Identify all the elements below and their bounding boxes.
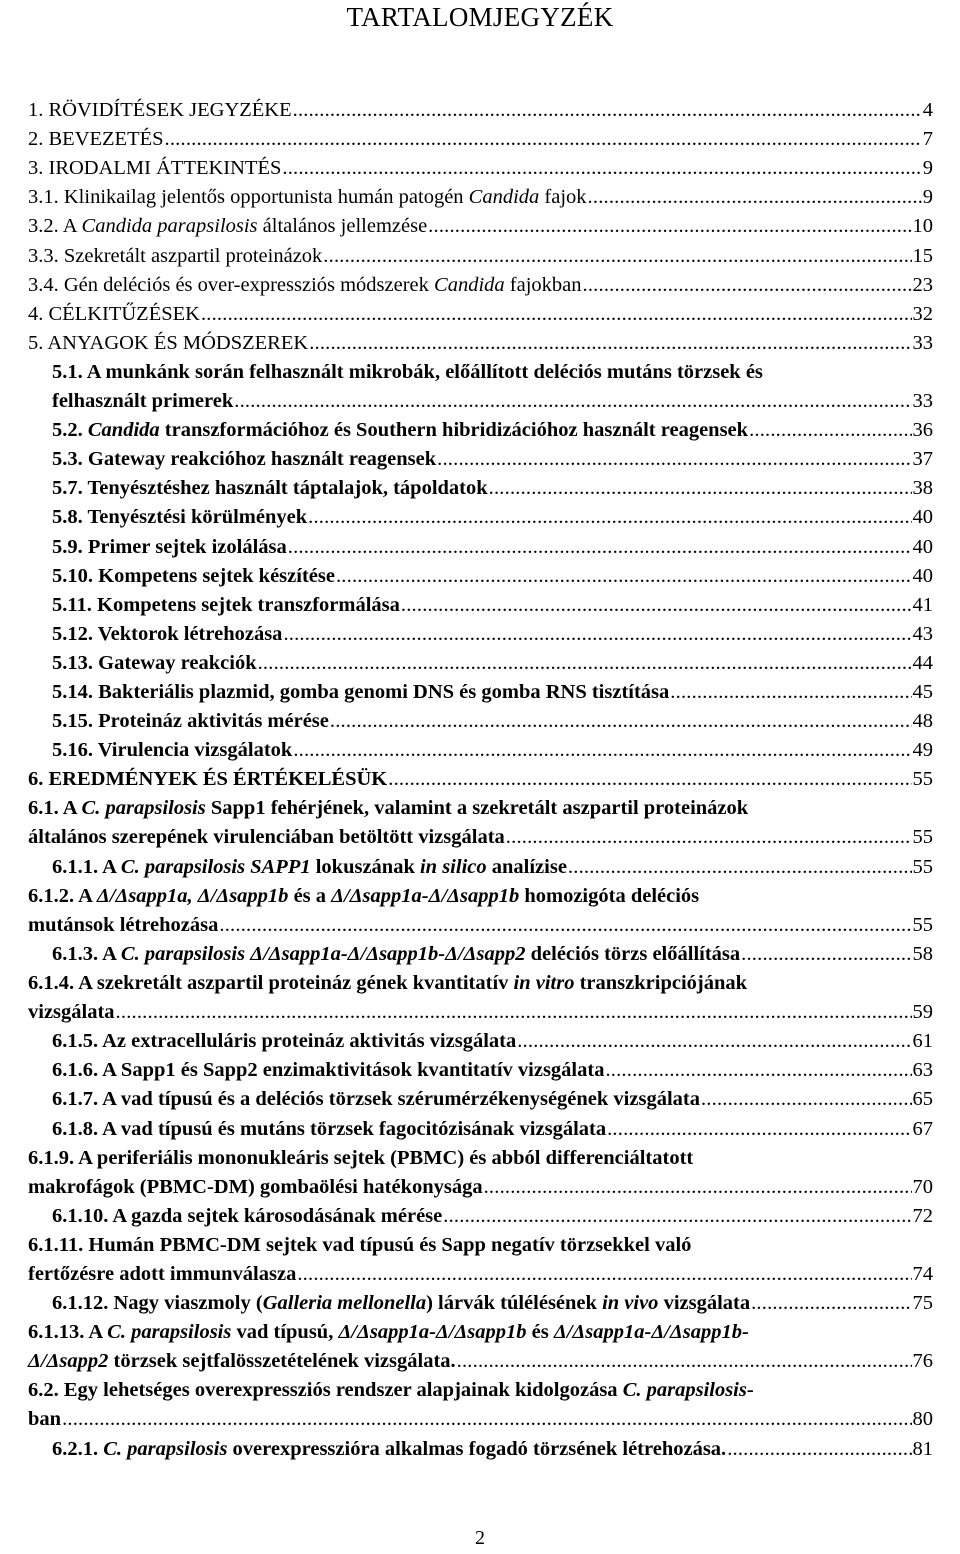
toc-page-number: 9	[922, 157, 933, 180]
dot-leader	[288, 533, 912, 562]
entry-text-segment: 6.1.8. A vad típusú és mutáns törzsek fagocitózisának vizsgálata	[52, 1117, 607, 1140]
toc-entry[interactable]	[52, 1289, 933, 1318]
dot-leader	[283, 620, 911, 649]
toc-page-number: 32	[912, 302, 933, 325]
toc-entry-title	[28, 212, 427, 241]
toc-entry[interactable]	[52, 1115, 933, 1144]
dot-leader	[489, 474, 912, 503]
entry-text-segment: 6.1.12. Nagy viaszmoly (	[52, 1292, 263, 1315]
entry-text-segment: Galleria mellonella	[262, 1292, 427, 1315]
toc-entry[interactable]	[28, 1318, 933, 1376]
toc-entry[interactable]	[52, 1202, 933, 1231]
entry-text-segment: fertőzésre adott immunválasza	[28, 1262, 297, 1285]
toc-entry-title	[52, 1289, 750, 1318]
entry-text-segment: 6. EREDMÉNYEK ÉS ÉRTÉKELÉSÜK	[28, 768, 388, 791]
dot-leader	[308, 503, 911, 532]
entry-text-segment: deléciós törzs előállítása	[525, 942, 741, 965]
toc-page-number: 55	[912, 768, 933, 791]
toc-entry[interactable]	[52, 853, 933, 882]
entry-text-segment: overexpresszióra alkalmas fogadó törzsének létrehozása.	[227, 1437, 727, 1460]
entry-text-segment: homozigóta deléciós	[519, 884, 700, 907]
toc-page-number: 41	[912, 593, 933, 616]
entry-text-segment: 5.3. Gateway reakcióhoz használt reagensek	[52, 448, 437, 471]
toc-page-number: 55	[912, 855, 933, 878]
toc-entry[interactable]	[52, 707, 933, 736]
entry-text-segment: C. parapsilosis	[103, 1437, 228, 1460]
entry-text-segment: és	[526, 1321, 554, 1344]
toc-entry-row	[52, 445, 933, 474]
entry-text-segment: 5.13. Gateway reakciók	[52, 651, 257, 674]
entry-text-segment: 5.10. Kompetens sejtek készítése	[52, 564, 335, 587]
toc-entry-first-line	[28, 1318, 933, 1347]
toc-page-number: 40	[912, 564, 933, 587]
entry-text-segment: 3. IRODALMI ÁTTEKINTÉS	[28, 157, 282, 180]
toc-entry-title	[52, 678, 669, 707]
entry-text-segment: Sapp1 fehérjének, valamint a szekretált aszpartil proteinázok	[205, 797, 749, 820]
toc-entry-row	[52, 649, 933, 678]
toc-entry-title	[28, 125, 164, 154]
entry-text-segment: általános szerepének virulenciában betöltött vizsgálata	[28, 826, 505, 849]
dot-leader	[293, 736, 911, 765]
toc-entry[interactable]	[52, 445, 933, 474]
toc-entry[interactable]	[52, 474, 933, 503]
entry-text-segment: 6.1.5. Az extracelluláris proteináz aktivitás vizsgálata	[52, 1030, 517, 1053]
dot-leader	[727, 1435, 911, 1464]
dot-leader	[330, 707, 912, 736]
toc-entry-title	[52, 940, 740, 969]
toc-entry-title	[28, 823, 505, 852]
toc-entry-title	[52, 1202, 442, 1231]
toc-entry-row	[28, 1405, 933, 1434]
toc-entry[interactable]	[28, 765, 933, 794]
toc-entry-title	[52, 474, 488, 503]
toc-entry-title	[52, 853, 567, 882]
toc-entry[interactable]	[52, 940, 933, 969]
toc-page-number: 67	[912, 1117, 933, 1140]
dot-leader	[428, 212, 911, 241]
dot-leader	[234, 387, 911, 416]
entry-text-segment: 6.1.11. Humán PBMC-DM sejtek vad típusú és Sapp negatív törzsekkel való	[28, 1233, 692, 1256]
entry-text-segment: 6.1.13. A	[28, 1321, 108, 1344]
toc-page-number: 49	[912, 739, 933, 762]
toc-entry-first-line	[28, 1144, 933, 1173]
entry-text-segment: 5.11. Kompetens sejtek transzformálása	[52, 593, 400, 616]
toc-page-number: 55	[912, 826, 933, 849]
toc-entry[interactable]	[28, 882, 933, 940]
entry-text-segment: mutánsok létrehozása	[28, 913, 219, 936]
entry-text-segment: 3.1. Klinikailag jelentős opportunista humán patogén	[28, 186, 469, 209]
toc-entry-title	[28, 300, 200, 329]
toc-entry-title	[52, 1115, 606, 1144]
entry-text-segment: Δ/Δsapp1a, Δ/Δsapp1b	[96, 884, 289, 907]
toc-entry-row	[28, 823, 933, 852]
entry-text-segment: parapsilosis	[100, 797, 206, 820]
dot-leader	[62, 1405, 911, 1434]
entry-text-segment: 5. ANYAGOK ÉS MÓDSZEREK	[28, 331, 309, 354]
toc-entry-row	[52, 1435, 933, 1464]
toc-entry-row	[52, 416, 933, 445]
toc-entry-title	[52, 1056, 604, 1085]
toc-entry-first-line	[52, 358, 933, 387]
toc-entry[interactable]	[28, 1231, 933, 1289]
dot-leader	[437, 445, 911, 474]
toc-entry-row	[52, 1289, 933, 1318]
entry-text-segment: 5.9. Primer sejtek izolálása	[52, 535, 287, 558]
toc-page-number: 81	[912, 1437, 933, 1460]
entry-text-segment: fajokban	[504, 273, 582, 296]
toc-page-number: 65	[912, 1088, 933, 1111]
entry-text-segment: ban	[28, 1408, 62, 1431]
toc-page-number: 63	[912, 1059, 933, 1082]
entry-text-segment: 2. BEVEZETÉS	[28, 128, 164, 151]
toc-entry[interactable]	[52, 416, 933, 445]
toc-entry-row	[52, 1027, 933, 1056]
toc-page-number: 44	[912, 651, 933, 674]
toc-entry[interactable]	[28, 125, 933, 154]
entry-text-segment: analízise	[486, 855, 567, 878]
toc-entry-row	[52, 1085, 933, 1114]
toc-entry[interactable]	[28, 271, 933, 300]
dot-leader	[588, 183, 922, 212]
toc-page-number: 61	[912, 1030, 933, 1053]
entry-text-segment: C. parapsilosis	[107, 1321, 232, 1344]
toc-entry-title	[52, 1027, 516, 1056]
dot-leader	[741, 940, 911, 969]
dot-leader	[116, 998, 912, 1027]
dot-leader	[751, 1289, 911, 1318]
toc-entry-row	[28, 329, 933, 358]
toc-page-number: 10	[912, 215, 933, 238]
toc-entry[interactable]	[28, 1144, 933, 1202]
entry-text-segment: in vitro	[513, 972, 575, 994]
toc-entry-row	[28, 1260, 933, 1289]
entry-text-segment: C.	[81, 797, 101, 820]
toc-entry-row	[52, 853, 933, 882]
toc-page-number: 58	[912, 942, 933, 965]
dot-leader	[336, 562, 912, 591]
toc-entry-row	[52, 707, 933, 736]
toc-page-number: 43	[912, 622, 933, 645]
dot-leader	[605, 1056, 911, 1085]
toc-entry-row	[52, 591, 933, 620]
dot-leader	[401, 591, 912, 620]
toc-entry-row	[28, 242, 933, 271]
toc-entry-row	[52, 533, 933, 562]
dot-leader	[258, 649, 912, 678]
toc-entry[interactable]	[28, 242, 933, 271]
entry-text-segment: 5.7. Tenyésztéshez használt táptalajok, tápoldatok	[52, 477, 488, 500]
toc-page-number: 74	[912, 1262, 933, 1285]
page-title: TARTALOMJEGYZÉK	[346, 2, 614, 32]
table-of-contents	[0, 96, 960, 1496]
toc-page-number: 55	[912, 913, 933, 936]
entry-text-segment: 4. CÉLKITŰZÉSEK	[28, 302, 200, 325]
toc-entry[interactable]	[28, 212, 933, 241]
toc-page-number: 33	[912, 331, 933, 354]
entry-text-segment: vizsgálata	[28, 1001, 115, 1023]
toc-page-number: 76	[912, 1350, 933, 1373]
toc-entry-first-line	[28, 1376, 933, 1405]
entry-text-segment: Candida	[468, 186, 540, 209]
dot-leader	[282, 154, 921, 183]
toc-page-number: 9	[922, 186, 933, 209]
toc-entry-first-line	[28, 882, 933, 911]
toc-entry-title	[28, 998, 115, 1027]
toc-entry-row	[52, 474, 933, 503]
entry-text-segment: Δ/Δsapp1a-Δ/Δsapp1b	[338, 1321, 527, 1344]
toc-entry-row	[52, 1056, 933, 1085]
toc-page-number: 70	[912, 1175, 933, 1198]
entry-text-segment: 6.1.1. A	[52, 855, 121, 878]
toc-entry[interactable]	[52, 736, 933, 765]
toc-entry-title	[28, 911, 218, 940]
entry-text-segment: 6.1.4. A szekretált aszpartil proteináz gének kvantitatív	[28, 972, 514, 994]
dot-leader	[506, 823, 912, 852]
dot-leader	[309, 329, 911, 358]
toc-page-number: 80	[912, 1408, 933, 1431]
toc-entry-title	[52, 533, 287, 562]
dot-leader	[517, 1027, 911, 1056]
entry-text-segment: általános jellemzése	[257, 215, 428, 238]
entry-text-segment: Δ/Δsapp2	[28, 1350, 109, 1373]
entry-text-segment: Δ/Δsapp1a-Δ/Δsapp1b-	[553, 1321, 749, 1344]
toc-page-number: 23	[912, 273, 933, 296]
toc-entry-title	[52, 503, 307, 532]
entry-text-segment: 6.1.9. A periferiális mononukleáris sejtek (PBMC) és abból differenciáltatott	[28, 1146, 694, 1169]
dot-leader	[484, 1173, 912, 1202]
toc-entry-row	[28, 1173, 933, 1202]
toc-entry[interactable]	[28, 329, 933, 358]
toc-page-number: 75	[912, 1292, 933, 1315]
entry-text-segment: törzsek sejtfalösszetételének vizsgálata.	[108, 1350, 456, 1373]
toc-entry-row	[52, 678, 933, 707]
entry-text-segment: 1. RÖVIDÍTÉSEK JEGYZÉKE	[28, 99, 292, 121]
toc-entry-row	[28, 1347, 933, 1376]
toc-entry[interactable]	[52, 649, 933, 678]
toc-page-number: 15	[912, 244, 933, 267]
toc-entry-row	[28, 911, 933, 940]
entry-text-segment: Candida parapsilosis	[81, 215, 258, 238]
entry-text-segment: 5.8. Tenyésztési körülmények	[52, 506, 308, 529]
entry-text-segment: 6.1.3. A	[52, 942, 121, 965]
toc-entry-title	[28, 183, 587, 212]
entry-text-segment: Candida	[434, 273, 505, 296]
toc-entry-row	[28, 96, 933, 125]
entry-text-segment: C. parapsilosis Δ/Δsapp1a-Δ/Δsapp1b-Δ/Δsapp2	[120, 942, 526, 965]
toc-entry-row	[52, 620, 933, 649]
toc-entry-title	[52, 649, 257, 678]
toc-entry-title	[28, 96, 292, 125]
entry-text-segment: vizsgálata	[658, 1292, 751, 1315]
entry-text-segment: és a	[288, 884, 332, 907]
entry-text-segment: 5.2.	[52, 419, 88, 442]
entry-text-segment: 3.3. Szekretált aszpartil proteinázok	[28, 244, 323, 267]
entry-text-segment: C. parapsilosis SAPP1	[120, 855, 311, 878]
toc-entry-title	[52, 707, 329, 736]
toc-entry-row	[52, 940, 933, 969]
toc-entry-row	[52, 562, 933, 591]
dot-leader	[165, 125, 922, 154]
toc-entry-title	[52, 736, 292, 765]
toc-entry-title	[28, 765, 387, 794]
toc-entry-title	[52, 562, 335, 591]
entry-text-segment: 3.2. A	[28, 215, 82, 238]
toc-entry-row	[28, 998, 933, 1027]
toc-entry[interactable]	[52, 1085, 933, 1114]
entry-text-segment: vad típusú,	[231, 1321, 339, 1344]
toc-entry-row	[28, 154, 933, 183]
entry-text-segment: C. parapsilosis	[622, 1379, 747, 1402]
dot-leader	[749, 416, 911, 445]
toc-page-number: 40	[912, 535, 933, 558]
toc-entry-title	[52, 445, 436, 474]
entry-text-segment: transzformációhoz és Southern hibridizációhoz használt reagensek	[159, 419, 749, 442]
toc-entry[interactable]	[52, 620, 933, 649]
dot-leader	[583, 271, 912, 300]
dot-leader	[293, 96, 922, 125]
toc-entry[interactable]	[28, 300, 933, 329]
entry-text-segment: ) lárvák túlélésének	[426, 1292, 603, 1315]
toc-entry-title	[52, 1435, 726, 1464]
page-number: 2	[475, 1527, 485, 1549]
entry-text-segment: lokuszának	[310, 855, 420, 878]
toc-entry[interactable]	[52, 1056, 933, 1085]
toc-entry[interactable]	[28, 794, 933, 852]
toc-page-number: 38	[912, 477, 933, 500]
toc-page-number: 4	[922, 99, 933, 121]
toc-entry-title	[52, 591, 400, 620]
toc-entry-row	[28, 765, 933, 794]
toc-entry-title	[52, 387, 233, 416]
dot-leader	[323, 242, 911, 271]
toc-entry-row	[52, 1202, 933, 1231]
dot-leader	[388, 765, 911, 794]
toc-entry-title	[28, 1347, 456, 1376]
entry-text-segment: 3.4. Gén deléciós és over-expressziós módszerek	[28, 273, 435, 296]
toc-entry[interactable]	[28, 969, 933, 1027]
toc-entry-title	[28, 242, 322, 271]
toc-entry-title	[28, 329, 308, 358]
toc-entry-first-line	[28, 969, 933, 998]
toc-page-number: 59	[912, 1001, 933, 1023]
toc-entry-title	[28, 1260, 296, 1289]
toc-entry[interactable]	[52, 591, 933, 620]
dot-leader	[607, 1115, 911, 1144]
toc-entry-title	[28, 154, 281, 183]
entry-text-segment: 6.1. A	[28, 797, 82, 820]
toc-entry-row	[28, 271, 933, 300]
toc-page-number: 48	[912, 710, 933, 733]
toc-entry-row	[52, 736, 933, 765]
toc-entry-row	[28, 212, 933, 241]
entry-text-segment: 5.1. A munkánk során felhasznált mikrobák, előállított deléciós mutáns törzsek és	[52, 360, 763, 383]
toc-page-number: 33	[912, 389, 933, 412]
toc-entry-row	[52, 503, 933, 532]
toc-entry-row	[28, 183, 933, 212]
entry-text-segment: 6.1.10. A gazda sejtek károsodásának mérése	[52, 1204, 443, 1227]
entry-text-segment: 5.16. Virulencia vizsgálatok	[52, 739, 293, 762]
toc-entry-row	[28, 300, 933, 329]
toc-entry-title	[52, 620, 282, 649]
dot-leader	[568, 853, 912, 882]
entry-text-segment: 5.12. Vektorok létrehozása	[52, 622, 283, 645]
dot-leader	[219, 911, 911, 940]
entry-text-segment: -	[746, 1379, 754, 1402]
toc-entry-title	[28, 1173, 483, 1202]
toc-entry[interactable]	[28, 183, 933, 212]
entry-text-segment: Candida	[87, 419, 160, 442]
toc-page-number: 40	[912, 506, 933, 529]
entry-text-segment: makrofágok (PBMC-DM) gombaölési hatékonysága	[28, 1175, 483, 1198]
toc-entry[interactable]	[28, 154, 933, 183]
toc-entry[interactable]	[52, 678, 933, 707]
toc-entry[interactable]	[52, 562, 933, 591]
toc-page-number: 7	[922, 128, 933, 151]
entry-text-segment: 5.15. Proteináz aktivitás mérése	[52, 710, 329, 733]
entry-text-segment: 5.14. Bakteriális plazmid, gomba genomi DNS és gomba RNS tisztítása	[52, 681, 670, 703]
toc-entry-row	[52, 387, 933, 416]
entry-text-segment: in vivo	[602, 1292, 659, 1315]
toc-entry[interactable]	[28, 1376, 933, 1434]
toc-entry-title	[28, 1405, 61, 1434]
dot-leader	[201, 300, 912, 329]
entry-text-segment: 6.1.6. A Sapp1 és Sapp2 enzimaktivitások kvantitatív vizsgálata	[52, 1059, 605, 1082]
toc-page-number: 36	[912, 419, 933, 442]
dot-leader	[297, 1260, 911, 1289]
entry-text-segment: in silico	[419, 855, 487, 878]
entry-text-segment: transzkripciójának	[574, 972, 748, 994]
toc-entry[interactable]	[52, 358, 933, 416]
entry-text-segment: 6.1.7. A vad típusú és a deléciós törzsek szérumérzékenységének vizsgálata	[52, 1088, 700, 1111]
toc-entry[interactable]	[52, 1435, 933, 1464]
entry-text-segment: 6.1.2. A	[28, 884, 97, 907]
toc-entry[interactable]	[52, 533, 933, 562]
toc-page-number: 45	[912, 681, 933, 703]
dot-leader	[457, 1347, 912, 1376]
toc-page-number: 37	[912, 448, 933, 471]
toc-entry[interactable]	[52, 503, 933, 532]
toc-entry-row	[28, 125, 933, 154]
entry-text-segment: 6.2.1.	[52, 1437, 104, 1460]
toc-entry-title	[28, 271, 582, 300]
toc-entry[interactable]	[52, 1027, 933, 1056]
dot-leader	[670, 678, 911, 707]
toc-entry-first-line	[28, 1231, 933, 1260]
toc-entry-first-line	[28, 794, 933, 823]
entry-text-segment: 6.2. Egy lehetséges overexpressziós rendszer alapjainak kidolgozása	[28, 1379, 623, 1402]
toc-entry-title	[52, 1085, 700, 1114]
toc-entry-title	[52, 416, 748, 445]
toc-entry[interactable]	[28, 96, 933, 125]
toc-page-number: 72	[912, 1204, 933, 1227]
entry-text-segment: fajok	[539, 186, 587, 209]
dot-leader	[443, 1202, 911, 1231]
entry-text-segment: felhasznált primerek	[52, 389, 234, 412]
toc-entry-row	[52, 1115, 933, 1144]
entry-text-segment: Δ/Δsapp1a-Δ/Δsapp1b	[331, 884, 520, 907]
dot-leader	[701, 1085, 912, 1114]
